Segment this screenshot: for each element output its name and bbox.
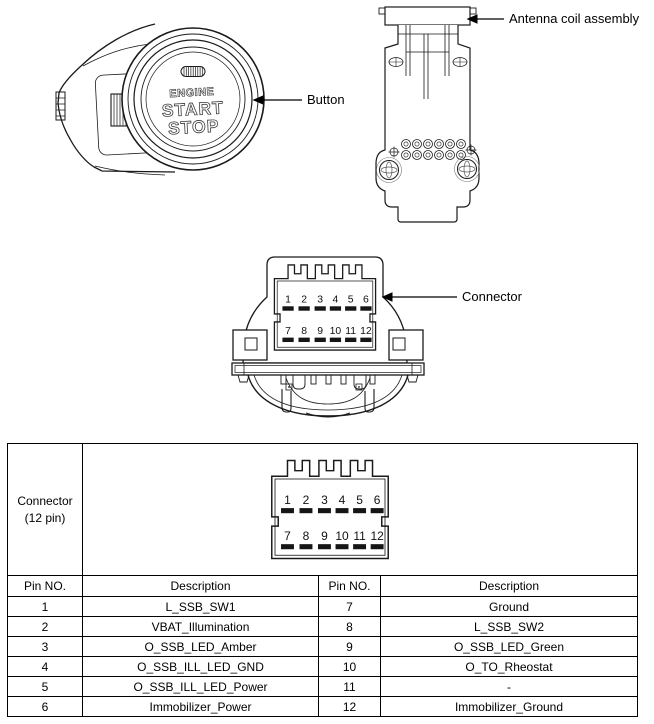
header-pin-no-left: Pin NO. xyxy=(8,576,83,597)
pin-no-cell: 2 xyxy=(8,617,83,637)
pin-number: 4 xyxy=(338,492,346,507)
pin-no-cell: 7 xyxy=(319,597,381,617)
description-cell: VBAT_Illumination xyxy=(83,617,319,637)
pin-table xyxy=(7,443,638,717)
header-desc-left: Description xyxy=(83,576,319,597)
connector-cell-line1: Connector xyxy=(17,493,73,508)
pin-no-cell: 3 xyxy=(8,637,83,657)
pin-number: 6 xyxy=(373,492,381,507)
description-cell: Immobilizer_Power xyxy=(83,697,319,717)
description-cell: L_SSB_SW2 xyxy=(381,617,638,637)
pin-no-cell: 12 xyxy=(319,697,381,717)
description-cell: Immobilizer_Ground xyxy=(381,697,638,717)
button-label: Button xyxy=(307,92,345,107)
connector-label: Connector xyxy=(462,289,522,304)
pin-no-cell: 10 xyxy=(319,657,381,677)
description-cell: Ground xyxy=(381,597,638,617)
pin-number: 7 xyxy=(284,529,291,543)
connector-drawing xyxy=(230,252,426,424)
connector-callout xyxy=(381,289,522,304)
pin-number: 2 xyxy=(301,294,308,306)
connector-arrow-icon xyxy=(381,291,457,303)
pin-no-cell: 11 xyxy=(319,677,381,697)
pin-number: 11 xyxy=(353,529,366,543)
pin-number: 3 xyxy=(321,492,328,507)
connector-pin-block-table xyxy=(269,455,391,564)
pin-no-cell: 9 xyxy=(319,637,381,657)
pin-number: 10 xyxy=(335,529,349,543)
pin-number: 8 xyxy=(302,529,310,543)
header-pin-no-right: Pin NO. xyxy=(319,576,381,597)
pin-number: 10 xyxy=(329,326,342,337)
description-cell: O_SSB_LED_Green xyxy=(381,637,638,657)
pin-number: 9 xyxy=(317,326,324,337)
connector-12pin-cell xyxy=(8,444,83,576)
pin-number: 1 xyxy=(285,294,291,306)
pin-number: 1 xyxy=(284,492,291,507)
pin-number: 12 xyxy=(370,529,384,543)
pin-number: 11 xyxy=(345,326,357,337)
description-cell: - xyxy=(381,677,638,697)
description-cell: O_SSB_ILL_LED_GND xyxy=(83,657,319,677)
pin-number: 6 xyxy=(363,294,369,306)
table-row xyxy=(8,597,638,617)
pin-number: 5 xyxy=(356,492,363,507)
antenna-arrow-icon xyxy=(466,13,504,25)
description-cell: O_TO_Rheostat xyxy=(381,657,638,677)
description-cell: O_SSB_LED_Amber xyxy=(83,637,319,657)
table-header-row xyxy=(8,576,638,597)
table-row xyxy=(8,637,638,657)
pin-number: 9 xyxy=(321,529,328,543)
pin-number: 5 xyxy=(347,294,354,306)
pin-number: 8 xyxy=(301,326,308,337)
pin-number: 3 xyxy=(317,294,324,306)
antenna-callout xyxy=(466,11,639,26)
button-face-line-start: START xyxy=(161,97,225,121)
table-row xyxy=(8,657,638,677)
antenna-coil-drawing xyxy=(372,4,484,224)
table-row xyxy=(8,697,638,717)
button-assembly-drawing xyxy=(25,14,265,182)
connector-diagram-cell xyxy=(83,444,638,576)
description-cell: O_SSB_ILL_LED_Power xyxy=(83,677,319,697)
header-desc-right: Description xyxy=(381,576,638,597)
pin-number: 4 xyxy=(332,294,339,306)
pin-no-cell: 1 xyxy=(8,597,83,617)
pin-number: 2 xyxy=(302,492,310,507)
pin-number: 7 xyxy=(285,326,291,337)
button-arrow-icon xyxy=(252,94,302,106)
connector-cell-line2: (12 pin) xyxy=(24,510,66,525)
antenna-label: Antenna coil assembly xyxy=(509,11,640,26)
pin-no-cell: 5 xyxy=(8,677,83,697)
pin-no-cell: 6 xyxy=(8,697,83,717)
button-face-line-engine: ENGINE xyxy=(169,85,215,101)
description-cell: L_SSB_SW1 xyxy=(83,597,319,617)
pin-number: 12 xyxy=(360,326,372,337)
table-row xyxy=(8,677,638,697)
button-face-line-stop: STOP xyxy=(167,115,220,139)
pin-no-cell: 4 xyxy=(8,657,83,677)
table-row-diagram xyxy=(8,444,638,576)
pin-no-cell: 8 xyxy=(319,617,381,637)
table-row xyxy=(8,617,638,637)
button-callout xyxy=(252,92,345,107)
